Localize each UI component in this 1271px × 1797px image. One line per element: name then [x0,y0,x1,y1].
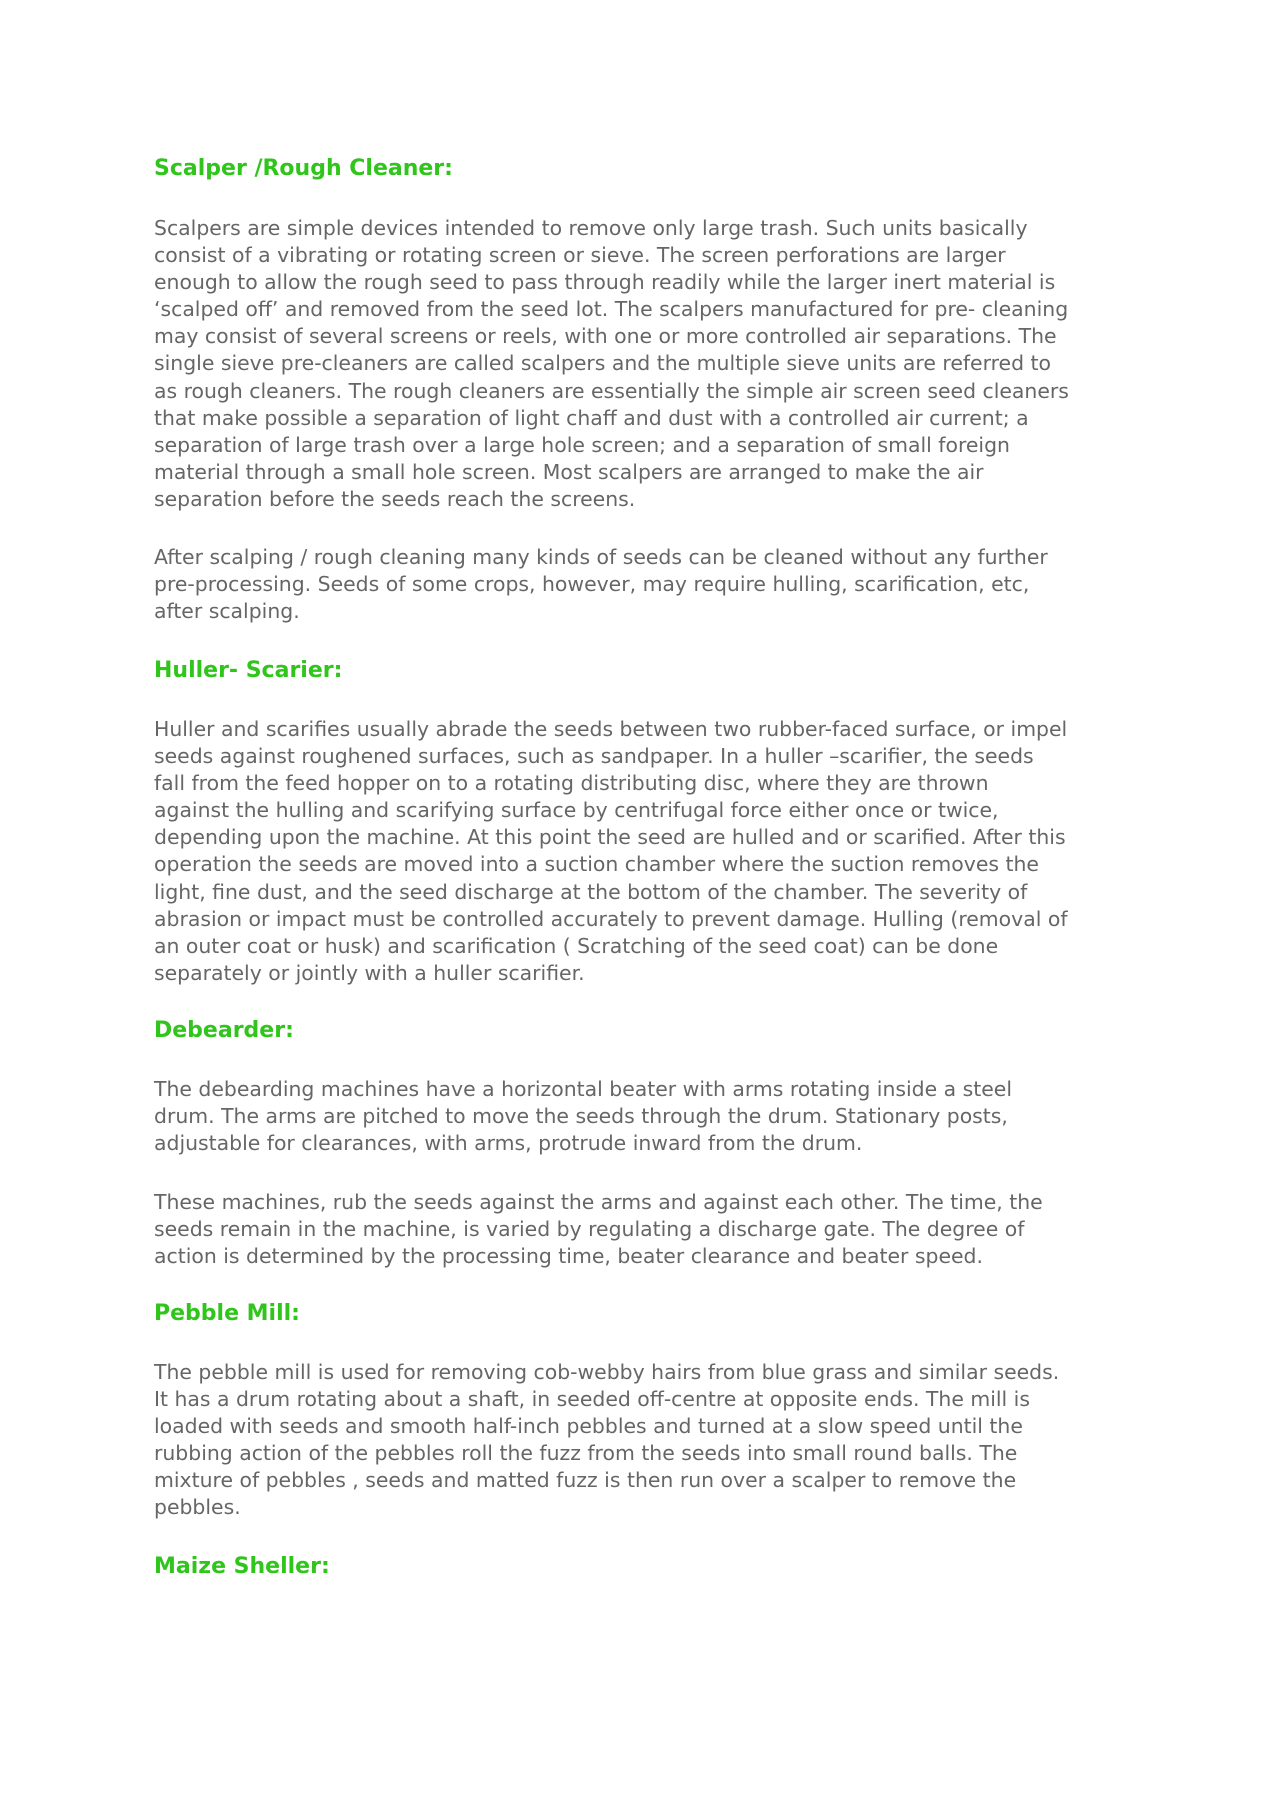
text-line: against the hulling and scarifying surface by centrifugal force either once or twice, [154,798,999,823]
text-line: after scalping. [154,599,300,624]
text-line: separation of large trash over a large hole screen; and a separation of small foreign [154,432,1010,457]
paragraph-scalper-description [154,215,1134,513]
text-line: single sieve pre-cleaners are called scalpers and the multiple sieve units are referred to [154,351,1051,376]
text-line: mixture of pebbles , seeds and matted fuzz is then run over a scalper to remove the [154,1468,1017,1493]
text-line: fall from the feed hopper on to a rotating distributing disc, where they are thrown [154,771,989,796]
paragraph-after-scalping [154,544,1134,625]
text-line: material through a small hole screen. Most scalpers are arranged to make the air [154,459,984,484]
text-line: loaded with seeds and smooth half-inch pebbles and turned at a slow speed until the [154,1414,1023,1439]
text-line: pre-processing. Seeds of some crops, however, may require hulling, scarification, etc, [154,572,1030,597]
text-line: pebbles. [154,1495,241,1520]
section-heading-maize-sheller: Maize Sheller: [154,1554,330,1579]
paragraph-debearder-operation [154,1189,1134,1270]
paragraph-huller-description [154,716,1134,987]
paragraph-pebble-mill-description [154,1359,1134,1522]
text-line: Huller and scarifies usually abrade the seeds between two rubber-faced surface, or impel [154,717,1068,741]
text-line: separation before the seeds reach the screens. [154,486,636,511]
text-line: as rough cleaners. The rough cleaners are essentially the simple air screen seed cleaners [154,378,1069,403]
text-line: may consist of several screens or reels, with one or more controlled air separations. The [154,324,1057,349]
text-line: After scalping / rough cleaning many kinds of seeds can be cleaned without any further [154,545,1048,569]
text-line: depending upon the machine. At this point the seed are hulled and or scarified. After this [154,825,1066,850]
text-line: separately or jointly with a huller scarifier. [154,960,585,985]
paragraph-debearder-description [154,1076,1134,1157]
section-heading-huller-scarier: Huller- Scarier: [154,658,343,683]
text-line: abrasion or impact must be controlled accurately to prevent damage. Hulling (removal of [154,906,1068,931]
text-line: ‘scalped off’ and removed from the seed lot. The scalpers manufactured for pre- cleaning [154,297,1069,322]
text-line: enough to allow the rough seed to pass through readily while the larger inert material is [154,270,1056,295]
text-line: operation the seeds are moved into a suction chamber where the suction removes the [154,852,1039,877]
text-line: The debearding machines have a horizontal beater with arms rotating inside a steel [154,1077,1012,1101]
text-line: rubbing action of the pebbles roll the fuzz from the seeds into small round balls. The [154,1441,1018,1466]
text-line: light, fine dust, and the seed discharge at the bottom of the chamber. The severity of [154,879,1028,904]
text-line: Scalpers are simple devices intended to remove only large trash. Such units basically [154,216,1028,240]
text-line: These machines, rub the seeds against the arms and against each other. The time, the [154,1190,1043,1214]
text-line: adjustable for clearances, with arms, protrude inward from the drum. [154,1131,863,1156]
section-heading-pebble-mill: Pebble Mill: [154,1301,300,1326]
text-line: seeds against roughened surfaces, such as sandpaper. In a huller –scarifier, the seeds [154,744,1034,769]
text-line: that make possible a separation of light chaff and dust with a controlled air current; a [154,405,1029,430]
text-line: The pebble mill is used for removing cob-webby hairs from blue grass and similar seeds. [154,1360,1060,1384]
section-heading-debearder: Debearder: [154,1018,294,1043]
text-line: drum. The arms are pitched to move the seeds through the drum. Stationary posts, [154,1104,1008,1129]
section-heading-scalper: Scalper /Rough Cleaner: [154,156,453,181]
text-line: seeds remain in the machine, is varied by regulating a discharge gate. The degree of [154,1217,1025,1242]
text-line: an outer coat or husk) and scarification ( Scratching of the seed coat) can be done [154,933,999,958]
text-line: action is determined by the processing time, beater clearance and beater speed. [154,1244,983,1269]
text-line: It has a drum rotating about a shaft, in seeded off-centre at opposite ends. The mill is [154,1387,1030,1412]
text-line: consist of a vibrating or rotating screen or sieve. The screen perforations are larger [154,243,1006,268]
